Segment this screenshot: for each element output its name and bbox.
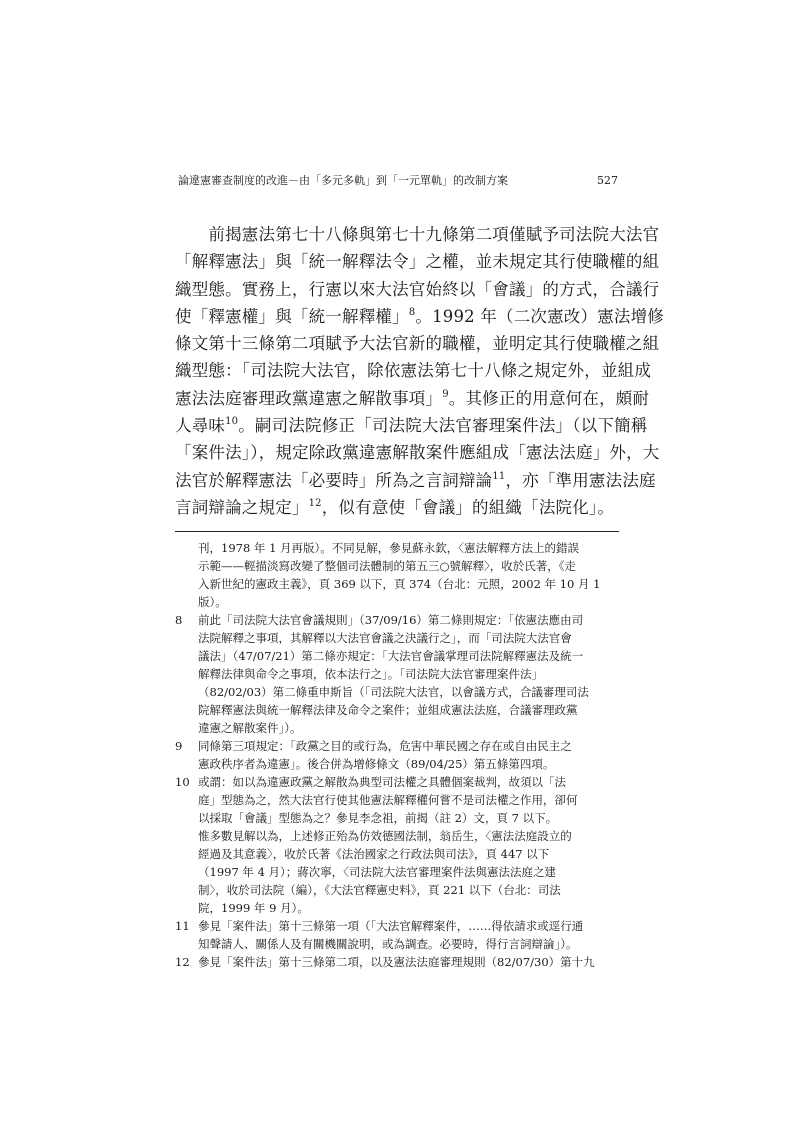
footnote-number: 10 (175, 775, 190, 789)
footnote-line: 憲政秩序者為違憲」。後合併為增修條文（89/04/25）第五條第四項。 (198, 757, 555, 771)
footnote-line: （82/02/03）第二條重申斯旨（「司法院大法官，以會議方式，合議審理司法 (198, 685, 589, 699)
body-line (175, 276, 660, 303)
running-title: 論違憲審查制度的改進－由「多元多軌」到「一元單軌」的改制方案 (178, 174, 508, 187)
body-text-segment: 憲法法庭審理政黨違憲之解散事項」 (175, 388, 443, 408)
body-text-segment: 。其修正的用意何在，頗耐 (448, 388, 650, 408)
body-line (175, 357, 652, 384)
body-text-segment: ，似有意使「會議」的組織「法院化」。 (321, 497, 615, 517)
body-text-segment: 言詞辯論之規定」 (175, 497, 309, 517)
body-text-segment: 「案件法」），規定除政黨違憲解散案件應組成「憲法法庭」外，大 (175, 443, 660, 463)
body-text-segment: 法官於解釋憲法「必要時」所為之言詞辯論 (175, 470, 493, 490)
footnote-line: 入新世紀的憲政主義》，頁 369 以下，頁 374（台北：元照，2002 年 10 月 1 (198, 577, 601, 591)
footnote-line: 刊，1978 年 1 月再版）。不同見解，參見蘇永欽，〈憲法解釋方法上的錯誤 (198, 541, 580, 555)
footnote-line: 制〉，收於司法院（編），《大法官釋憲史料》，頁 221 以下（台北：司法 (198, 883, 561, 897)
footnote-line: 參見「案件法」第十三條第二項，以及憲法法庭審理規則（82/07/30）第十九 (198, 955, 595, 969)
footnote-line: 庭」型態為之，然大法官行使其他憲法解釋權何嘗不是司法權之作用，卻何 (198, 793, 578, 807)
footnote-divider (175, 531, 619, 532)
running-header (178, 173, 618, 189)
footnote-reference[interactable]: 10 (225, 416, 239, 428)
footnote-reference[interactable]: 12 (308, 497, 322, 509)
footnote-number: 11 (175, 919, 190, 933)
footnote-number: 8 (175, 613, 183, 627)
footnote-line: 參見「案件法」第十三條第一項（「大法官解釋案件，……得依請求或逕行通 (198, 919, 584, 933)
footnote (175, 917, 619, 953)
body-line (175, 467, 656, 494)
footnote-line: 前此「司法院大法官會議規則」（37/09/16）第二條則規定：「依憲法應由司 (198, 613, 584, 627)
footnote-line: 示範——輕描淡寫改變了整個司法體制的第五三○號解釋〉，收於氏著，《走 (198, 559, 577, 573)
footnote-reference[interactable]: 9 (442, 388, 449, 400)
footnotes-section (175, 539, 619, 971)
footnote-line: 議法」（47/07/21）第二條亦規定：「大法官會議掌理司法院解釋憲法及統一 (198, 649, 584, 663)
body-text-segment: 。1992 年（二次憲改）憲法增修 (415, 306, 665, 326)
body-text-segment: 條文第十三條第二項賦予大法官新的職權，並明定其行使職權之組 (175, 334, 660, 354)
footnote-line: 違憲之解散案件」）。 (198, 721, 302, 735)
footnote-line: 法院解釋之事項，其解釋以大法官會議之決議行之」，而「司法院大法官會 (198, 631, 572, 645)
footnote (175, 611, 619, 737)
footnote-number: 9 (175, 739, 183, 753)
body-line (175, 439, 660, 466)
footnote (175, 539, 619, 611)
body-line (175, 330, 660, 357)
body-line (175, 303, 665, 330)
body-line (175, 412, 648, 439)
body-text-segment: 使「釋憲權」與「統一解釋權」 (175, 306, 409, 326)
body-line (175, 248, 660, 275)
footnote-line: 以採取「會議」型態為之？參見李念祖，前揭（註 2）文，頁 7 以下。 (198, 811, 558, 825)
footnote-line: （1997 年 4 月）；蔣次寧，〈司法院大法官審理案件法與憲法法庭之建 (198, 865, 557, 879)
footnote-number: 12 (175, 955, 190, 969)
body-text-segment: ，亦「準用憲法法庭 (505, 470, 656, 490)
footnote-line: 版）。 (198, 595, 227, 609)
footnote-line: 解釋法律與命令之事項，依本法行之」。「司法院大法官審理案件法」 (198, 667, 543, 681)
footnote-line: 惟多數見解以為，上述修正殆為仿效德國法制，翁岳生，〈憲法法庭設立的 (198, 829, 572, 843)
body-text-segment: 人尋味 (175, 416, 226, 436)
body-line (175, 385, 650, 412)
body-text-segment: 織型態：「司法院大法官，除依憲法第七十八條之規定外，並組成 (175, 361, 652, 381)
body-text-segment: 織型態。實務上，行憲以來大法官始終以「會議」的方式，合議行 (175, 279, 660, 299)
footnote-line: 院，1999 年 9 月）。 (198, 901, 309, 915)
body-paragraph (175, 221, 665, 521)
page-number: 527 (597, 174, 618, 187)
body-line (175, 221, 660, 248)
footnote-line: 院解釋憲法與統一解釋法律及命令之案件；並組成憲法法庭，合議審理政黨 (198, 703, 578, 717)
footnote (175, 773, 619, 917)
footnote (175, 737, 619, 773)
body-text-segment: 。嗣司法院修正「司法院大法官審理案件法」（以下簡稱 (238, 416, 648, 436)
footnote-line: 知聲請人、關係人及有關機關說明，或為調查。必要時，得行言詞辯論」）。 (198, 937, 578, 951)
body-text-segment: 「解釋憲法」與「統一解釋法令」之權，並未規定其行使職權的組 (175, 252, 660, 272)
footnote-reference[interactable]: 11 (492, 470, 506, 482)
footnote (175, 953, 619, 971)
footnote-line: 同條第三項規定：「政黨之目的或行為，危害中華民國之存在或自由民主之 (198, 739, 572, 753)
body-text-segment: 前揭憲法第七十八條與第七十九條第二項僅賦予司法院大法官 (175, 225, 660, 244)
footnote-line: 經過及其意義〉，收於氏著《法治國家之行政法與司法》，頁 447 以下 (198, 847, 550, 861)
body-line (175, 494, 619, 521)
footnote-reference[interactable]: 8 (408, 306, 416, 318)
footnote-line: 或謂：如以為違憲政黨之解散為典型司法權之具體個案裁判，故須以「法 (198, 775, 566, 789)
